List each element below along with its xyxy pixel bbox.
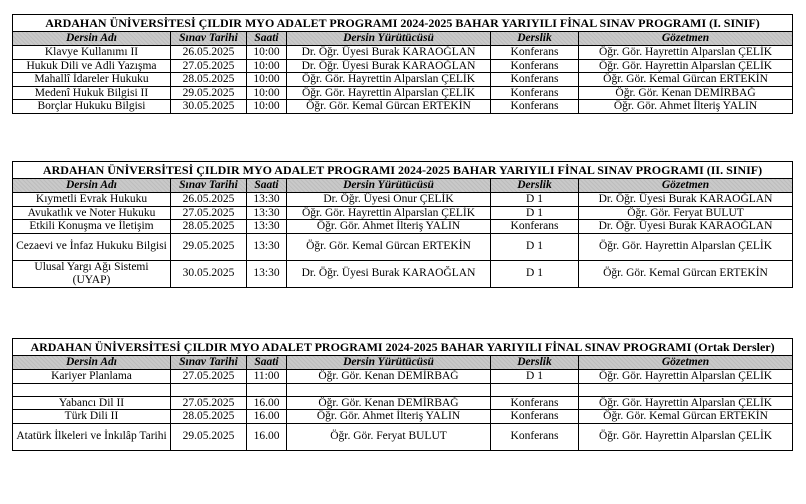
cell-date: 27.05.2025 xyxy=(171,370,247,384)
cell-time: 16.00 xyxy=(247,410,287,424)
cell-date: 28.05.2025 xyxy=(171,73,247,87)
empty-cell xyxy=(13,383,171,396)
table-title: ARDAHAN ÜNİVERSİTESİ ÇILDIR MYO ADALET PROGRAMI 2024-2025 BAHAR YARIYILI FİNAL SINAV PROGRAMI (Ortak Dersler) xyxy=(13,339,793,356)
table-title: ARDAHAN ÜNİVERSİTESİ ÇILDIR MYO ADALET PROGRAMI 2024-2025 BAHAR YARIYILI FİNAL SINAV PROGRAMI (I. SINIF) xyxy=(13,15,793,32)
cell-time: 16.00 xyxy=(247,396,287,410)
table-row xyxy=(13,206,793,220)
header-time: Saati xyxy=(247,179,287,193)
cell-course: Türk Dili II xyxy=(13,410,171,424)
table-row xyxy=(13,410,793,424)
exam-table-second-year xyxy=(12,161,793,288)
cell-time: 11:00 xyxy=(247,370,287,384)
cell-room: Konferans xyxy=(491,423,579,450)
cell-proctor: Öğr. Gör. Ahmet İlteriş YALIN xyxy=(579,100,793,114)
cell-proctor: Öğr. Gör. Kenan DEMİRBAĞ xyxy=(579,86,793,100)
cell-date: 28.05.2025 xyxy=(171,220,247,234)
cell-proctor: Öğr. Gör. Hayrettin Alparslan ÇELİK xyxy=(579,370,793,384)
cell-proctor: Öğr. Gör. Kemal Gürcan ERTEKİN xyxy=(579,410,793,424)
table-row xyxy=(13,73,793,87)
cell-date: 27.05.2025 xyxy=(171,59,247,73)
cell-course: Kıymetli Evrak Hukuku xyxy=(13,193,171,207)
cell-proctor: Öğr. Gör. Hayrettin Alparslan ÇELİK xyxy=(579,423,793,450)
cell-time: 13:30 xyxy=(247,233,287,260)
cell-time: 10:00 xyxy=(247,73,287,87)
cell-course: Kariyer Planlama xyxy=(13,370,171,384)
header-course: Dersin Adı xyxy=(13,356,171,370)
table-row xyxy=(13,233,793,260)
empty-cell xyxy=(287,383,491,396)
cell-room: Konferans xyxy=(491,410,579,424)
cell-room: Konferans xyxy=(491,46,579,60)
table-row xyxy=(13,396,793,410)
cell-course: Atatürk İlkeleri ve İnkılâp Tarihi xyxy=(13,423,171,450)
header-room: Derslik xyxy=(491,32,579,46)
cell-course: Borçlar Hukuku Bilgisi xyxy=(13,100,171,114)
header-proctor: Gözetmen xyxy=(579,32,793,46)
cell-instructor: Dr. Öğr. Üyesi Burak KARAOĞLAN xyxy=(287,260,491,287)
cell-date: 29.05.2025 xyxy=(171,233,247,260)
cell-instructor: Dr. Öğr. Üyesi Burak KARAOĞLAN xyxy=(287,46,491,60)
cell-instructor: Öğr. Gör. Ahmet İlteriş YALIN xyxy=(287,410,491,424)
empty-cell xyxy=(579,383,793,396)
empty-cell xyxy=(171,383,247,396)
cell-instructor: Dr. Öğr. Üyesi Burak KARAOĞLAN xyxy=(287,59,491,73)
table-row xyxy=(13,370,793,384)
header-row xyxy=(13,32,793,46)
cell-time: 13:30 xyxy=(247,206,287,220)
cell-instructor: Öğr. Gör. Kenan DEMİRBAĞ xyxy=(287,370,491,384)
header-time: Saati xyxy=(247,356,287,370)
table-title: ARDAHAN ÜNİVERSİTESİ ÇILDIR MYO ADALET PROGRAMI 2024-2025 BAHAR YARIYILI FİNAL SINAV PROGRAMI (II. SINIF) xyxy=(13,162,793,179)
cell-instructor: Öğr. Gör. Hayrettin Alparslan ÇELİK xyxy=(287,86,491,100)
cell-instructor: Öğr. Gör. Ahmet İlteriş YALIN xyxy=(287,220,491,234)
table-row xyxy=(13,100,793,114)
empty-row xyxy=(13,383,793,396)
cell-room: Konferans xyxy=(491,220,579,234)
header-room: Derslik xyxy=(491,179,579,193)
exam-table-common-courses xyxy=(12,338,793,451)
cell-room: Konferans xyxy=(491,396,579,410)
cell-course: Klavye Kullanımı II xyxy=(13,46,171,60)
cell-room: D 1 xyxy=(491,370,579,384)
header-instructor: Dersin Yürütücüsü xyxy=(287,32,491,46)
cell-date: 27.05.2025 xyxy=(171,206,247,220)
cell-time: 10:00 xyxy=(247,59,287,73)
cell-proctor: Öğr. Gör. Hayrettin Alparslan ÇELİK xyxy=(579,59,793,73)
cell-course: Hukuk Dili ve Adli Yazışma xyxy=(13,59,171,73)
table-row xyxy=(13,59,793,73)
header-date: Sınav Tarihi xyxy=(171,32,247,46)
header-time: Saati xyxy=(247,32,287,46)
cell-proctor: Öğr. Gör. Hayrettin Alparslan ÇELİK xyxy=(579,46,793,60)
header-course: Dersin Adı xyxy=(13,179,171,193)
cell-proctor: Dr. Öğr. Üyesi Burak KARAOĞLAN xyxy=(579,220,793,234)
header-proctor: Gözetmen xyxy=(579,356,793,370)
cell-course: Avukatlık ve Noter Hukuku xyxy=(13,206,171,220)
cell-proctor: Öğr. Gör. Hayrettin Alparslan ÇELİK xyxy=(579,396,793,410)
exam-table-first-year xyxy=(12,14,793,114)
cell-time: 13:30 xyxy=(247,260,287,287)
table-row xyxy=(13,260,793,287)
header-row xyxy=(13,179,793,193)
cell-instructor: Öğr. Gör. Hayrettin Alparslan ÇELİK xyxy=(287,73,491,87)
cell-time: 10:00 xyxy=(247,46,287,60)
header-proctor: Gözetmen xyxy=(579,179,793,193)
cell-room: D 1 xyxy=(491,206,579,220)
cell-room: Konferans xyxy=(491,59,579,73)
cell-room: D 1 xyxy=(491,260,579,287)
cell-course: Cezaevi ve İnfaz Hukuku Bilgisi xyxy=(13,233,171,260)
cell-date: 27.05.2025 xyxy=(171,396,247,410)
cell-course: Ulusal Yargı Ağı Sistemi (UYAP) xyxy=(13,260,171,287)
cell-course: Yabancı Dil II xyxy=(13,396,171,410)
table-row xyxy=(13,220,793,234)
cell-instructor: Öğr. Gör. Kenan DEMİRBAĞ xyxy=(287,396,491,410)
cell-proctor: Öğr. Gör. Hayrettin Alparslan ÇELİK xyxy=(579,233,793,260)
cell-instructor: Öğr. Gör. Feryat BULUT xyxy=(287,423,491,450)
header-instructor: Dersin Yürütücüsü xyxy=(287,356,491,370)
cell-time: 10:00 xyxy=(247,86,287,100)
cell-date: 26.05.2025 xyxy=(171,193,247,207)
cell-course: Medenî Hukuk Bilgisi II xyxy=(13,86,171,100)
cell-time: 13:30 xyxy=(247,220,287,234)
cell-course: Mahallî İdareler Hukuku xyxy=(13,73,171,87)
cell-instructor: Öğr. Gör. Kemal Gürcan ERTEKİN xyxy=(287,233,491,260)
cell-proctor: Öğr. Gör. Kemal Gürcan ERTEKİN xyxy=(579,260,793,287)
cell-date: 30.05.2025 xyxy=(171,100,247,114)
cell-time: 10:00 xyxy=(247,100,287,114)
cell-instructor: Dr. Öğr. Üyesi Onur ÇELİK xyxy=(287,193,491,207)
header-row xyxy=(13,356,793,370)
header-date: Sınav Tarihi xyxy=(171,179,247,193)
table-row xyxy=(13,46,793,60)
cell-room: Konferans xyxy=(491,73,579,87)
cell-proctor: Öğr. Gör. Feryat BULUT xyxy=(579,206,793,220)
table-row xyxy=(13,193,793,207)
empty-cell xyxy=(491,383,579,396)
cell-date: 30.05.2025 xyxy=(171,260,247,287)
header-date: Sınav Tarihi xyxy=(171,356,247,370)
cell-date: 29.05.2025 xyxy=(171,423,247,450)
header-room: Derslik xyxy=(491,356,579,370)
cell-proctor: Dr. Öğr. Üyesi Burak KARAOĞLAN xyxy=(579,193,793,207)
cell-date: 28.05.2025 xyxy=(171,410,247,424)
cell-time: 13:30 xyxy=(247,193,287,207)
cell-date: 29.05.2025 xyxy=(171,86,247,100)
cell-room: D 1 xyxy=(491,193,579,207)
cell-instructor: Öğr. Gör. Hayrettin Alparslan ÇELİK xyxy=(287,206,491,220)
cell-proctor: Öğr. Gör. Kemal Gürcan ERTEKİN xyxy=(579,73,793,87)
cell-instructor: Öğr. Gör. Kemal Gürcan ERTEKİN xyxy=(287,100,491,114)
cell-room: Konferans xyxy=(491,100,579,114)
cell-room: D 1 xyxy=(491,233,579,260)
header-course: Dersin Adı xyxy=(13,32,171,46)
cell-course: Etkili Konuşma ve İletişim xyxy=(13,220,171,234)
cell-room: Konferans xyxy=(491,86,579,100)
empty-cell xyxy=(247,383,287,396)
table-row xyxy=(13,423,793,450)
table-row xyxy=(13,86,793,100)
cell-date: 26.05.2025 xyxy=(171,46,247,60)
cell-time: 16.00 xyxy=(247,423,287,450)
header-instructor: Dersin Yürütücüsü xyxy=(287,179,491,193)
